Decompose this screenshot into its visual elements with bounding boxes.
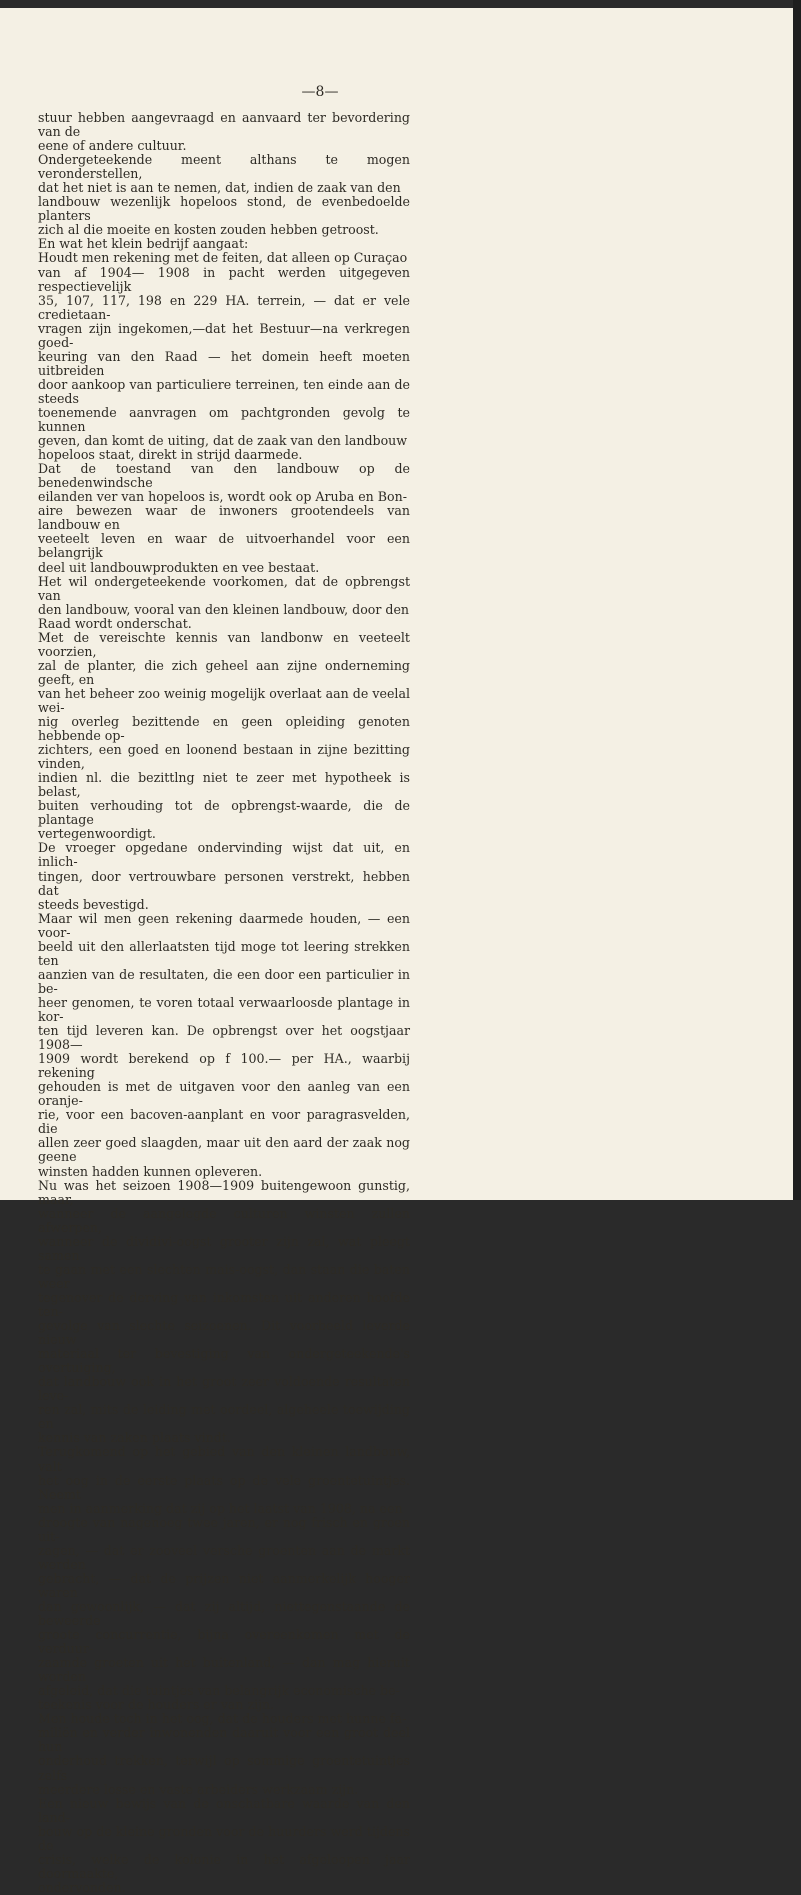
paragraph: Een nieuw bewijs van de onschatbare waarde van den land- bouw op de kleine gronden voor de huurders werd tijdens de crisis, welke de kolonie in het afgeloopen jaar doormaakte, ondervonden. [38, 1795, 410, 1895]
scan-edge [793, 0, 801, 1200]
page-number: —8— [301, 84, 339, 100]
paragraph: Dat de toestand van den landbouw op de benedenwindsche eilanden ver van hopeloos is, wordt ook op Aruba en Bon- aire bewezen waar de inwoners grootendeels van landbouw en veeteelt leven en waar de uitvoerhandel voor een belangrijk deel uit landbouwprodukten en vee bestaat. [38, 461, 410, 575]
paragraph: Houdt men rekening met de feiten, dat alleen op Curaçao van af 1904— 1908 in pacht werden uitgegeven respectievelijk 35, 107, 117, 198 en 229 HA. terrein, — dat er vele credietaan- vragen zijn ingekomen,—dat het Bestuur—na verkregen goed- keuring van den Raad — het domein heeft moeten uitbreiden door aankoop van particuliere terreinen, ten einde aan de steeds toenemende aanvragen om pachtgronden gevolg te kunnen geven, dan komt de uiting, dat de zaak van den landbouw hopeloos staat, direkt in strijd daarmede. [38, 250, 410, 463]
paragraph: De vroeger opgedane ondervinding wijst dat uit, en inlich- tingen, door vertrouwbare personen verstrekt, hebben dat steeds bevestigd. [38, 840, 410, 912]
paragraph: Nu was het seizoen 1908—1909 buitengewoon gunstig, maar, wanneer de aangelegde culturen winsten zullen afwerpen, wanneer de dividivi-oogst grooter zijn zal, wat pleegt samen te gaan met een slechten mais-oogst, dan staan die baten weer tegenover de derving van inkomsten uit anderen hoofde ten- gevolge van slechte seizoenen. Dit voorbeeld leverde nieuw materiaal ter bevestiging van ondergeteekende's overtuiging, dat landbouw ook in het groot zeer voldoende resultaten leve- ren zal, mits de leiding met oordeel, algeheele toewijding en kennis van zaken plaats vindt. [38, 1177, 410, 1446]
paragraph: Maar wil men geen rekening daarmede houden, — een voor- beeld uit den allerlaatsten tijd moge tot leering strekken ten aanzien van de resultaten, die een door een particulier in be- heer genomen, te voren totaal verwaarloosde plantage in kor- ten tijd leveren kan. De opbrengst over het oogstjaar 1908— 1909 wordt berekend op f 100.— per HA., waarbij rekening gehouden is met de uitgaven voor den aanleg van een oranje- rie, voor een bacoven-aanplant en voor paragrasvelden, die allen zeer goed slaagden, maar uit den aard der zaak nog geene winsten hadden kunnen opleveren. [38, 910, 410, 1179]
paragraph: stuur hebben aangevraagd en aanvaard ter bevordering van de eene of andere cultuur. [38, 110, 410, 154]
paragraph: Het wil ondergeteekende voorkomen, dat de opbrengst van den landbouw, vooral van den kleinen landbouw, door den Raad wordt onderschat. [38, 573, 410, 631]
body-text [38, 111, 410, 1895]
paragraph: Ondergeteekende meent althans te mogen veronderstellen, dat het niet is aan te nemen, dat, indien de zaak van den landbouw wezenlijk hopeloos stond, de evenbedoelde planters zich al die moeite en kosten zouden hebben getroost. [38, 152, 410, 238]
paragraph: En wat het klein bedrijf aangaat: [38, 236, 249, 252]
document-page [0, 8, 793, 1895]
paragraph: Terugkomend op het gebied van den kleinen landbouw, valt het oog in de eerste plaats op de vele groentetuintjes. Neemt men in aanmerking dat zij op het laatst van 1908, na een droogte van nagenoeg twee jaren, er nog frisch en groen uit- zagen, — dat er zooveel versche groenten aan de markt werden gebracht, — dat de prijzen niet aanmerkelijk hooger waren dan gewoonlijk, — dat zij altijd, niettegenstaande de beweerde groote concurrentie, bijna overeenkomen met de verduur- zaamde groeten uit het buitenland, — dan mag hieruit worden afgeleid, dat die tuintjes van belangrijk economische be- teekenis voor de houders er van zijn. [38, 1444, 410, 1713]
paragraph: Met de vereischte kennis van landbonw en veeteelt voorzien, zal de planter, die zich geheel aan zijne onderneming geeft, en van het beheer zoo weinig mogelijk overlaat aan de veelal wei- nig overleg bezittende en geen opleiding genoten hebbende op- zichters, een goed en loonend bestaan in zijne bezitting vinden, indien nl. die bezittlng niet te zeer met hypotheek is belast, buiten verhouding tot de opbrengst-waarde, die de plantage vertegenwoordigt. [38, 629, 410, 842]
paragraph: Men houde toch in het oog, dat de houders met hunne fa- miliën en verder inwonenden daaruit voor een groot deel hun onderhoud trekken, terwijl op sommige groentetuintjes zelfs meerdere losse en vaste arbeiders werkzaam zijn. [38, 1711, 410, 1797]
